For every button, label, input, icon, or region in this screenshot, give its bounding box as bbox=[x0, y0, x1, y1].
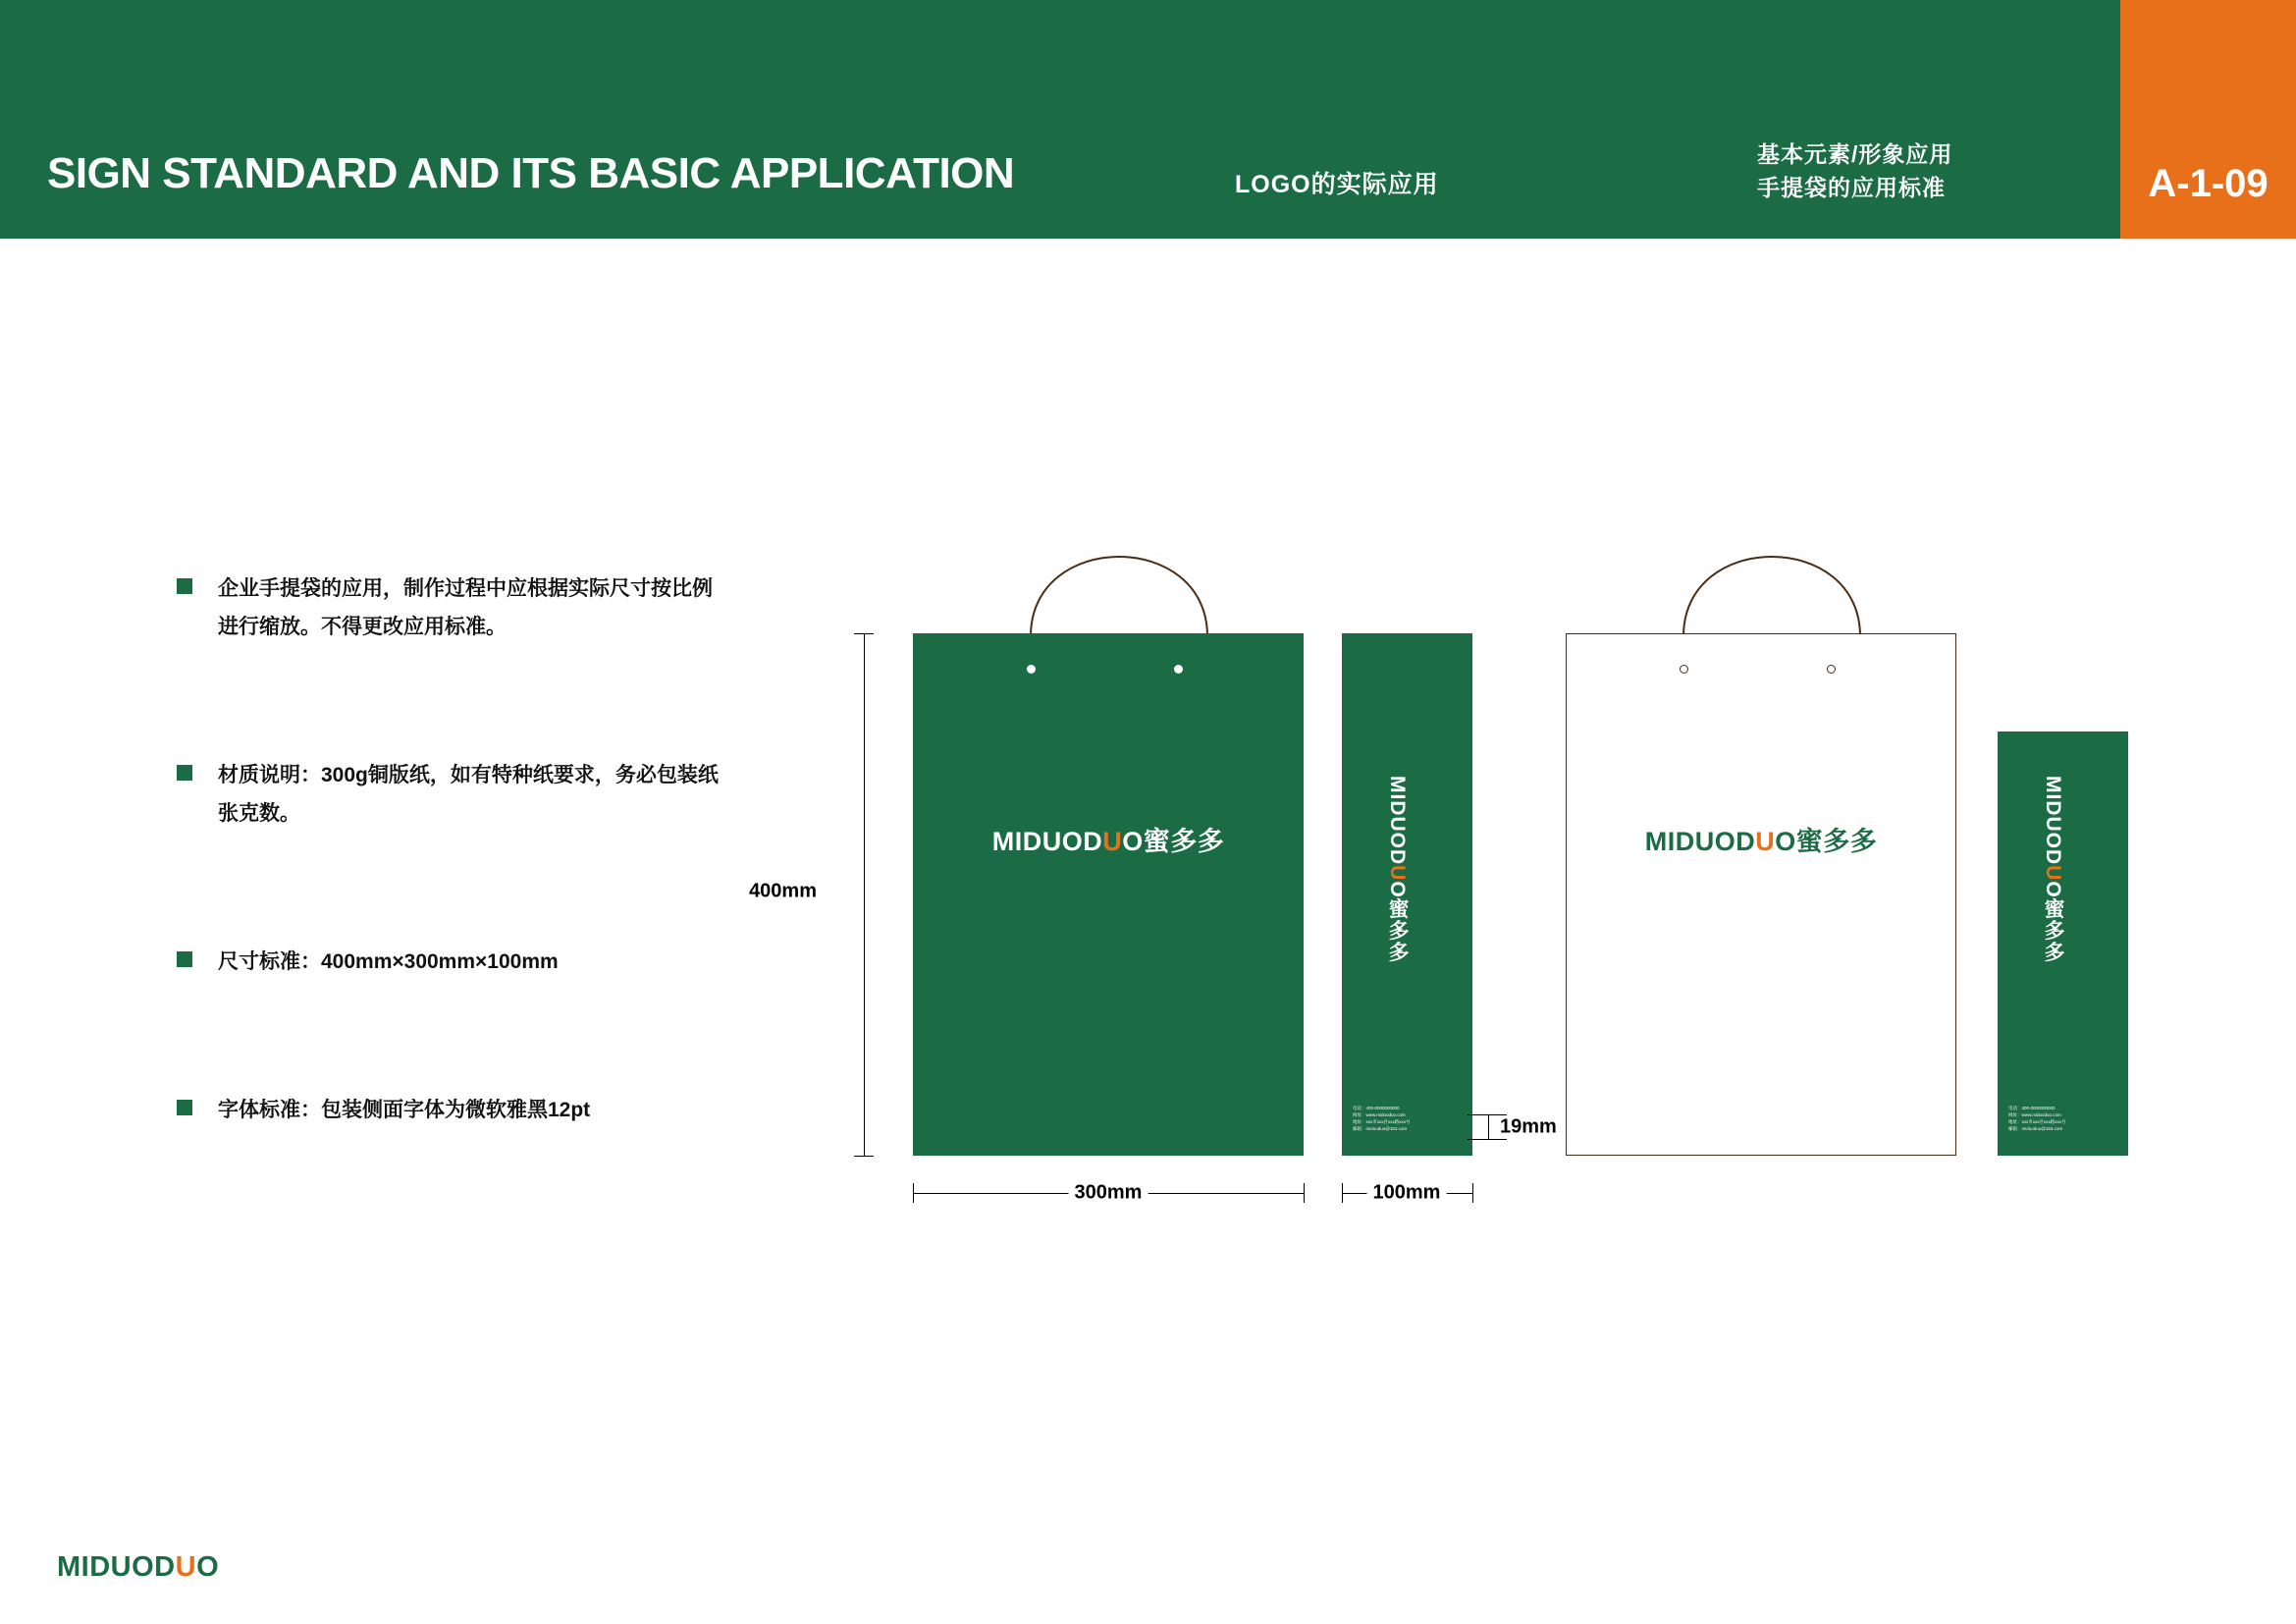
contact-line: 地址：xxx市xxx区xxx路xxx号 bbox=[1353, 1119, 1411, 1124]
dimension-tick bbox=[854, 633, 874, 634]
dimension-label-fold: 19mm bbox=[1500, 1115, 1557, 1138]
header-category-line1: 基本元素/形象应用 bbox=[1757, 141, 1953, 167]
logo-text-part2: O bbox=[1122, 827, 1144, 856]
handle-hole bbox=[1027, 665, 1036, 674]
dimension-leader bbox=[1468, 1139, 1507, 1140]
logo-text-chinese: 蜜多多 bbox=[1386, 897, 1409, 963]
bag-side-logo bbox=[1382, 776, 1412, 963]
logo-text-u: U bbox=[175, 1551, 197, 1583]
dimension-tick bbox=[1304, 1183, 1305, 1203]
logo-text-u: U bbox=[1755, 827, 1776, 856]
logo-text-chinese: 蜜多多 bbox=[2042, 897, 2064, 963]
dimension-line-fold bbox=[1488, 1114, 1489, 1139]
logo-text-part2: O bbox=[196, 1551, 220, 1583]
dimension-line-height bbox=[864, 633, 865, 1156]
dimension-label-height: 400mm bbox=[749, 880, 817, 902]
dimension-label-depth: 100mm bbox=[1367, 1182, 1447, 1205]
contact-line: 邮箱：miduoduo@163.com bbox=[2008, 1126, 2063, 1131]
dimension-tick bbox=[854, 1156, 874, 1157]
header-category-line2: 手提袋的应用标准 bbox=[1757, 175, 1946, 200]
contact-line: 电话：400-0000000000 bbox=[1353, 1106, 1400, 1110]
bag-outline-logo bbox=[1566, 820, 1956, 858]
contact-line: 网址：www.miduoduo.com bbox=[2008, 1112, 2061, 1117]
bag-outline-panel bbox=[1566, 633, 1956, 1156]
handle-hole bbox=[1680, 665, 1688, 674]
contact-line: 地址：xxx市xxx区xxx路xxx号 bbox=[2008, 1119, 2066, 1124]
logo-text-chinese: 蜜多多 bbox=[1795, 827, 1878, 856]
logo-text-part2: O bbox=[2042, 881, 2064, 898]
logo-text-u: U bbox=[1102, 827, 1123, 856]
logo-text-part1: MIDUOD bbox=[1644, 827, 1756, 856]
dimension-tick bbox=[1472, 1183, 1473, 1203]
page-subtitle: LOGO的实际应用 bbox=[1235, 171, 1439, 198]
handle-hole bbox=[1827, 665, 1836, 674]
contact-line: 网址：www.miduoduo.com bbox=[1353, 1112, 1406, 1117]
dimension-tick bbox=[1342, 1183, 1343, 1203]
bag-side-contact bbox=[2008, 1105, 2105, 1132]
logo-text-chinese: 蜜多多 bbox=[1143, 827, 1225, 856]
dimension-tick bbox=[913, 1183, 914, 1203]
logo-text-u: U bbox=[2042, 865, 2064, 882]
bag-handle-icon bbox=[1625, 511, 1919, 638]
page-code: A-1-09 bbox=[2148, 162, 2269, 205]
note-text: 尺寸标准：400mm×300mm×100mm bbox=[218, 950, 559, 973]
logo-text-part1: MIDUOD bbox=[57, 1551, 176, 1583]
bag-front-logo bbox=[913, 820, 1304, 858]
logo-text-u: U bbox=[1386, 865, 1409, 882]
logo-text-part1: MIDUOD bbox=[2042, 776, 2064, 866]
logo-text-part1: MIDUOD bbox=[1386, 776, 1409, 866]
footer-logo bbox=[57, 1551, 219, 1584]
page-title: SIGN STANDARD AND ITS BASIC APPLICATION bbox=[47, 149, 1015, 197]
handle-hole bbox=[1174, 665, 1183, 674]
logo-text-part2: O bbox=[1775, 827, 1796, 856]
bag-front-panel bbox=[913, 633, 1304, 1156]
contact-line: 邮箱：miduoduo@163.com bbox=[1353, 1126, 1408, 1131]
bag-handle-icon bbox=[972, 511, 1266, 638]
note-text: 字体标准：包装侧面字体为微软雅黑12pt bbox=[218, 1099, 591, 1121]
logo-text-part2: O bbox=[1386, 881, 1409, 898]
logo-text-part1: MIDUOD bbox=[991, 827, 1103, 856]
bag-side-logo bbox=[2038, 776, 2067, 963]
bag-side-contact bbox=[1353, 1105, 1449, 1132]
note-text: 材质说明：300g铜版纸，如有特种纸要求，务必包装纸张克数。 bbox=[218, 764, 719, 825]
note-text: 企业手提袋的应用，制作过程中应根据实际尺寸按比例进行缩放。不得更改应用标准。 bbox=[218, 577, 713, 638]
contact-line: 电话：400-0000000000 bbox=[2008, 1106, 2056, 1110]
dimension-label-width: 300mm bbox=[1069, 1182, 1148, 1205]
